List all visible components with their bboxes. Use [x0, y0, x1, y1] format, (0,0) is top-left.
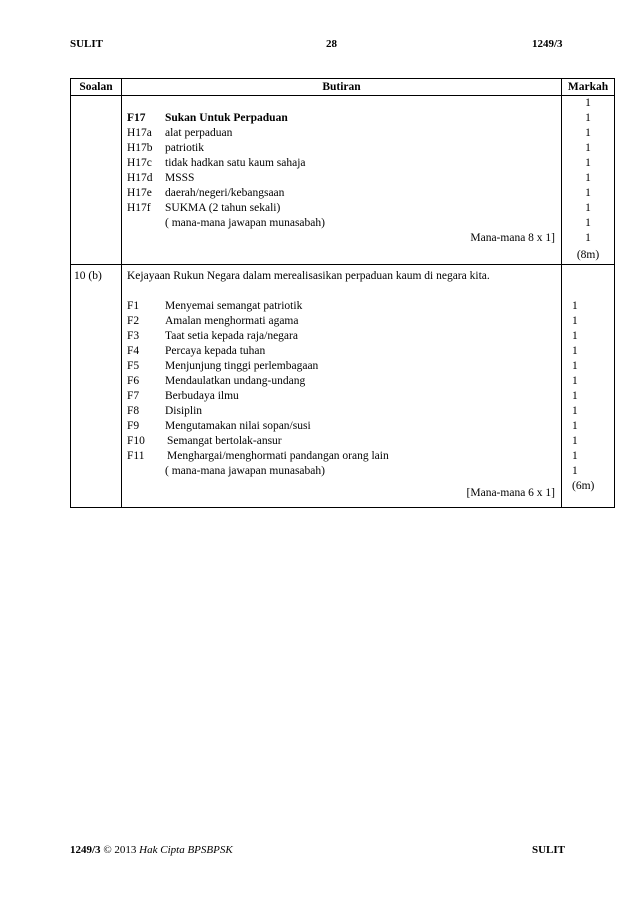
section1-soalan: [71, 96, 122, 265]
mark-value: 1: [572, 330, 578, 342]
item-code: H17e: [127, 187, 152, 199]
item-code: F4: [127, 345, 140, 357]
item-code: H17f: [127, 202, 151, 214]
item-code: F11: [127, 450, 145, 462]
mark-value: 1: [585, 202, 591, 214]
mark-value: 1: [572, 300, 578, 312]
col-markah: Markah: [562, 79, 615, 96]
list-item: [122, 359, 561, 374]
item-code: F8: [127, 405, 140, 417]
item-code: F2: [127, 315, 140, 327]
col-soalan: Soalan: [71, 79, 122, 96]
list-item: [122, 111, 561, 126]
section2-soalan: 10 (b): [71, 265, 122, 508]
item-code: H17d: [127, 172, 153, 184]
section2-row: [71, 265, 615, 508]
item-code: H17b: [127, 142, 153, 154]
item-text: Menjunjung tinggi perlembagaan: [165, 360, 319, 372]
table-header-row: [71, 79, 615, 96]
list-item: [122, 344, 561, 359]
header-sulit: SULIT: [70, 38, 104, 50]
item-code: F6: [127, 375, 140, 387]
item-text: ( mana-mana jawapan munasabah): [165, 217, 325, 229]
mark-value: 1: [585, 217, 591, 229]
list-item: [122, 299, 561, 314]
list-item: [122, 419, 561, 434]
section2-total: (6m): [572, 480, 595, 492]
item-code: F9: [127, 420, 140, 432]
mark-value: 1: [585, 232, 591, 244]
item-text: tidak hadkan satu kaum sahaja: [165, 157, 306, 169]
item-code: H17a: [127, 127, 152, 139]
list-item: [122, 141, 561, 156]
list-item: [122, 404, 561, 419]
footer-left: [70, 844, 233, 856]
list-item: [122, 156, 561, 171]
list-item: [122, 201, 561, 216]
item-text: patriotik: [165, 142, 204, 154]
list-item: [122, 171, 561, 186]
item-text: alat perpaduan: [165, 127, 233, 139]
item-code: F3: [127, 330, 140, 342]
list-item: [122, 329, 561, 344]
item-text: Mendaulatkan undang-undang: [165, 375, 306, 387]
mark-value: 1: [572, 315, 578, 327]
mark-value: 1: [572, 360, 578, 372]
mark-value: 1: [572, 390, 578, 402]
item-code: F1: [127, 300, 140, 312]
section1-markah: [562, 96, 615, 265]
section2-butiran: [122, 265, 562, 508]
item-code: F5: [127, 360, 140, 372]
mark-value: 1: [585, 157, 591, 169]
mark-value: 1: [572, 405, 578, 417]
item-text: Berbudaya ilmu: [165, 390, 239, 402]
item-code: F7: [127, 390, 140, 402]
list-item: [122, 434, 561, 449]
header-code: 1249/3: [532, 38, 563, 50]
mark-value: 1: [572, 435, 578, 447]
answer-table: [70, 78, 615, 508]
section2-summary: [Mana-mana 6 x 1]: [466, 487, 555, 499]
item-text: Mengutamakan nilai sopan/susi: [165, 420, 311, 432]
mark-value: 1: [585, 97, 591, 109]
list-item: [122, 464, 561, 479]
item-text: SUKMA (2 tahun sekali): [165, 202, 281, 214]
section2-markah: [562, 265, 615, 508]
section1-summary: Mana-mana 8 x 1]: [470, 232, 555, 244]
section2-question: Kejayaan Rukun Negara dalam merealisasikan perpaduan kaum di negara kita.: [127, 270, 490, 282]
col-butiran: Butiran: [122, 79, 562, 96]
item-text: ( mana-mana jawapan munasabah): [165, 465, 325, 477]
mark-value: 1: [572, 450, 578, 462]
footer-code: 1249/3: [70, 844, 101, 856]
item-code: H17c: [127, 157, 152, 169]
item-text: Sukan Untuk Perpaduan: [165, 112, 288, 124]
item-text: Semangat bertolak-ansur: [167, 435, 282, 447]
footer-sulit: SULIT: [532, 844, 566, 856]
mark-value: 1: [585, 127, 591, 139]
item-text: MSSS: [165, 172, 195, 184]
list-item: [122, 374, 561, 389]
list-item: [122, 186, 561, 201]
mark-value: 1: [572, 375, 578, 387]
list-item: [122, 216, 561, 231]
section1-butiran: [122, 96, 562, 265]
mark-value: 1: [585, 187, 591, 199]
section1-row: [71, 96, 615, 265]
list-item: [122, 449, 561, 464]
item-code: F17: [127, 112, 146, 124]
item-text: Amalan menghormati agama: [165, 315, 299, 327]
item-text: Percaya kepada tuhan: [165, 345, 266, 357]
item-text: Menghargai/menghormati pandangan orang lain: [167, 450, 389, 462]
mark-value: 1: [572, 420, 578, 432]
item-text: daerah/negeri/kebangsaan: [165, 187, 285, 199]
list-item: [122, 314, 561, 329]
item-text: Taat setia kepada raja/negara: [165, 330, 298, 342]
item-text: Disiplin: [165, 405, 203, 417]
mark-value: 1: [585, 112, 591, 124]
footer-copyright: © 2013: [100, 844, 140, 856]
list-item: [122, 389, 561, 404]
page-number: 28: [326, 38, 337, 50]
item-code: F10: [127, 435, 145, 447]
list-item: [122, 126, 561, 141]
section1-total: (8m): [576, 249, 600, 261]
footer-holder: Hak Cipta BPSBPSK: [139, 844, 233, 856]
mark-value: 1: [585, 142, 591, 154]
mark-value: 1: [572, 345, 578, 357]
mark-value: 1: [572, 465, 578, 477]
mark-value: 1: [585, 172, 591, 184]
item-text: Menyemai semangat patriotik: [165, 300, 303, 312]
